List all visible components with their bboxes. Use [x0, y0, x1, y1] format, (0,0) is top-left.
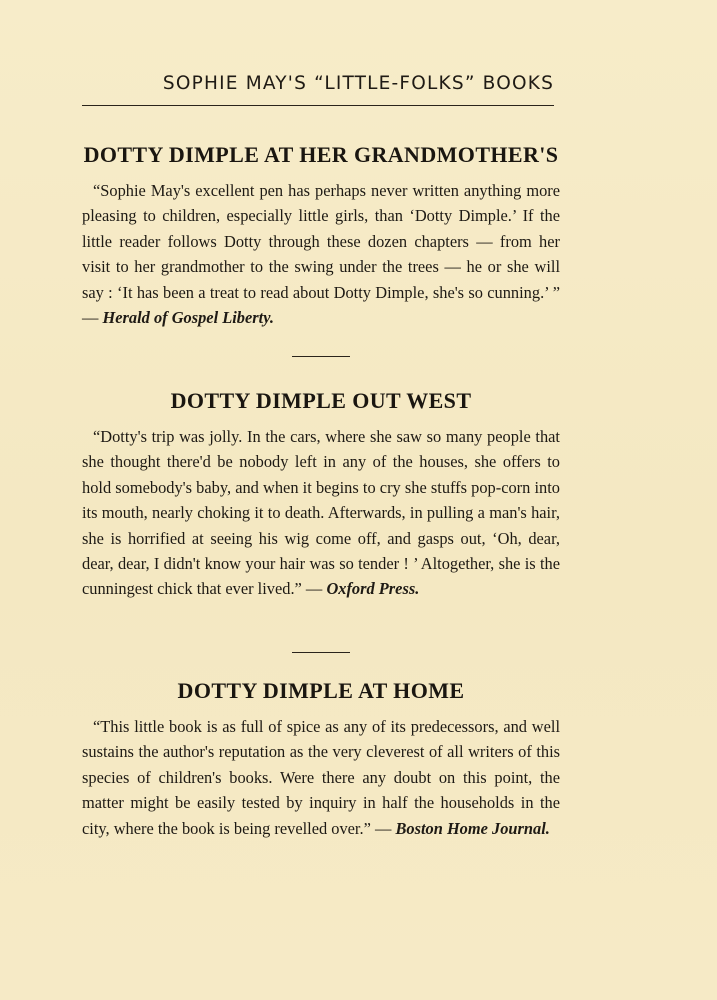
- review-section-grandmother: [82, 142, 560, 330]
- header-rule: [82, 105, 554, 106]
- review-text: [82, 424, 560, 602]
- section-title: DOTTY DIMPLE AT HER GRANDMOTHER'S: [83, 142, 559, 167]
- section-title: DOTTY DIMPLE OUT WEST: [170, 388, 472, 413]
- review-text: [82, 714, 560, 841]
- section-divider: [292, 652, 350, 653]
- running-head: SOPHIE MAY'S “LITTLE-FOLKS” BOOKS: [162, 73, 555, 94]
- section-divider: [292, 356, 350, 357]
- review-source: Boston Home Journal.: [395, 818, 550, 838]
- review-source: Oxford Press.: [326, 579, 420, 599]
- review-section-out-west: [82, 388, 560, 602]
- review-source: Herald of Gospel Liberty.: [102, 308, 274, 328]
- review-quote: “This little book is as full of spice as any of its predecessors, and well sustains the author's reputation as the very cleverest of all writers of this species of children's books. Were there any doubt on this point, the matter might be easily tested by inquiry in half the households in the city, where the book is being revelled over.” —: [82, 717, 560, 838]
- review-quote: “Sophie May's excellent pen has perhaps never written anything more pleasing to children, especially little girls, than ‘Dotty Dimple.’ If the little reader follows Dotty through these dozen chapters — from her visit to her grandmother to the swing under the trees — he or she will say : ‘It has been a treat to read about Dotty Dimple, she's so cunning.’ ” —: [82, 181, 560, 328]
- review-section-at-home: [82, 678, 560, 841]
- review-text: [82, 178, 560, 330]
- section-title: DOTTY DIMPLE AT HOME: [177, 678, 465, 703]
- review-quote: “Dotty's trip was jolly. In the cars, where she saw so many people that she thought there'd be nobody left in any of the houses, she offers to hold somebody's baby, and when it begins to cry she stuffs pop-corn into its mouth, nearly choking it to death. Afterwards, in pulling a man's hair, she is horrified at seeing his wig come off, and gasps out, ‘Oh, dear, dear, dear, I didn't know your hair was so tender ! ’ Altogether, she is the cunningest chick that ever lived.” —: [82, 427, 560, 599]
